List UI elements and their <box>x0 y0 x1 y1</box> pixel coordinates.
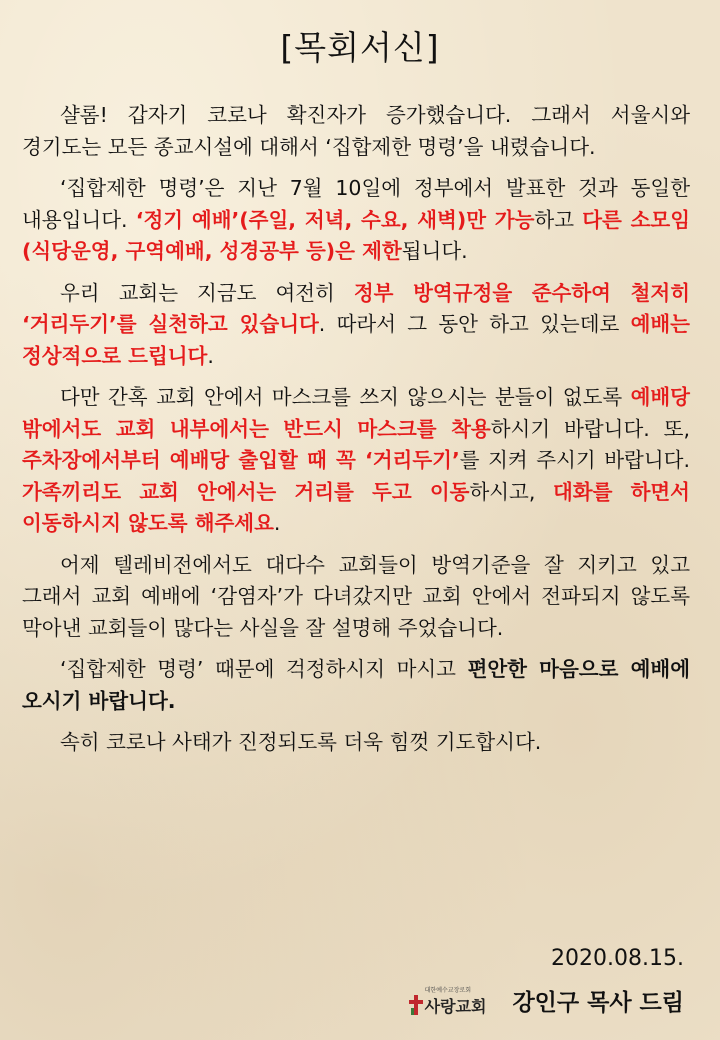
paragraph <box>22 654 690 717</box>
emphasis-text: 주차장에서부터 예배당 출입할 때 꼭 ‘거리두기’ <box>22 448 460 472</box>
letter-title: [목회서신] <box>280 28 440 67</box>
body-text: 속히 코로나 사태가 진정되도록 더욱 힘껏 기도합시다. <box>60 730 542 754</box>
emphasis-text: 가족끼리도 교회 안에서는 거리를 두고 이동 <box>22 479 470 504</box>
church-logo-subtitle: 대한예수교장로회 <box>424 986 471 994</box>
paragraph <box>22 278 690 373</box>
paragraph <box>22 100 690 163</box>
church-logo-main <box>409 994 487 1017</box>
paragraph <box>22 173 690 268</box>
cross-icon <box>409 995 423 1015</box>
signature: 강인구 목사 드림 <box>512 989 684 1016</box>
body-text: 다만 간혹 교회 안에서 마스크를 쓰지 않으시는 분들이 없도록 <box>60 385 631 409</box>
signature-row <box>409 984 684 1017</box>
emphasis-text: ‘정기 예배’(주일, 저녁, 수요, 새벽)만 가능 <box>135 207 535 232</box>
emphasis-text: 예배당 밖에서도 교회 내부에서는 반드시 마스크를 착용 <box>22 385 690 441</box>
body-text: 샬롬! 갑자기 코로나 확진자가 증가했습니다. 그래서 서울시와 경기도는 모든 종교시설에 대해서 ‘집합제한 명령’을 내렸습니다. <box>22 103 690 159</box>
body-text: . <box>273 511 281 535</box>
body-text: 우리 교회는 지금도 여전히 <box>60 280 354 305</box>
emphasis-text: 정부 방역규정을 준수하여 철저히 ‘거리두기’를 실천하고 있습니다 <box>22 280 691 336</box>
paragraph <box>22 727 690 759</box>
body-text: ‘집합제한 명령’ 때문에 걱정하시지 마시고 <box>60 657 468 681</box>
church-logo <box>409 985 487 1017</box>
body-text: 하고 <box>534 207 583 232</box>
body-text: ‘집합제한 명령’은 지난 7월 10일에 정부에서 발표한 것과 동일한 내용입니다. <box>22 176 690 232</box>
church-name: 사랑교회 <box>424 996 487 1016</box>
paragraph <box>22 382 690 540</box>
body-text: . 따라서 그 동안 하고 있는데로 <box>318 312 631 336</box>
body-text: 하시기 바랍니다. 또, <box>490 416 690 441</box>
body-text: . <box>207 343 214 368</box>
paragraph <box>22 550 690 645</box>
body-text: 어제 텔레비전에서도 대다수 교회들이 방역기준을 잘 지키고 있고 그래서 교회 예배에 ‘감염자’가 다녀갔지만 교회 안에서 전파되지 않도록 막아낸 교회들이 많다는 사실을 잘 설명해 주었습니다. <box>22 552 690 640</box>
body-text: 하시고, <box>469 479 553 504</box>
body-text: 를 지켜 주시기 바랍니다. <box>459 448 690 472</box>
letter-body <box>22 100 690 769</box>
emphasis-text: 다른 소모임(식당운영, 구역예배, 성경공부 등)은 제한 <box>22 207 690 263</box>
body-text: 됩니다. <box>401 239 468 263</box>
emphasis-text: 대화를 하면서 이동하시지 않도록 해주세요 <box>22 479 690 535</box>
bold-text: 편안한 마음으로 예배에 오시기 바랍니다. <box>22 657 691 713</box>
emphasis-text: 예배는 정상적으로 드립니다 <box>22 312 690 368</box>
letter-date: 2020.08.15. <box>551 946 684 971</box>
